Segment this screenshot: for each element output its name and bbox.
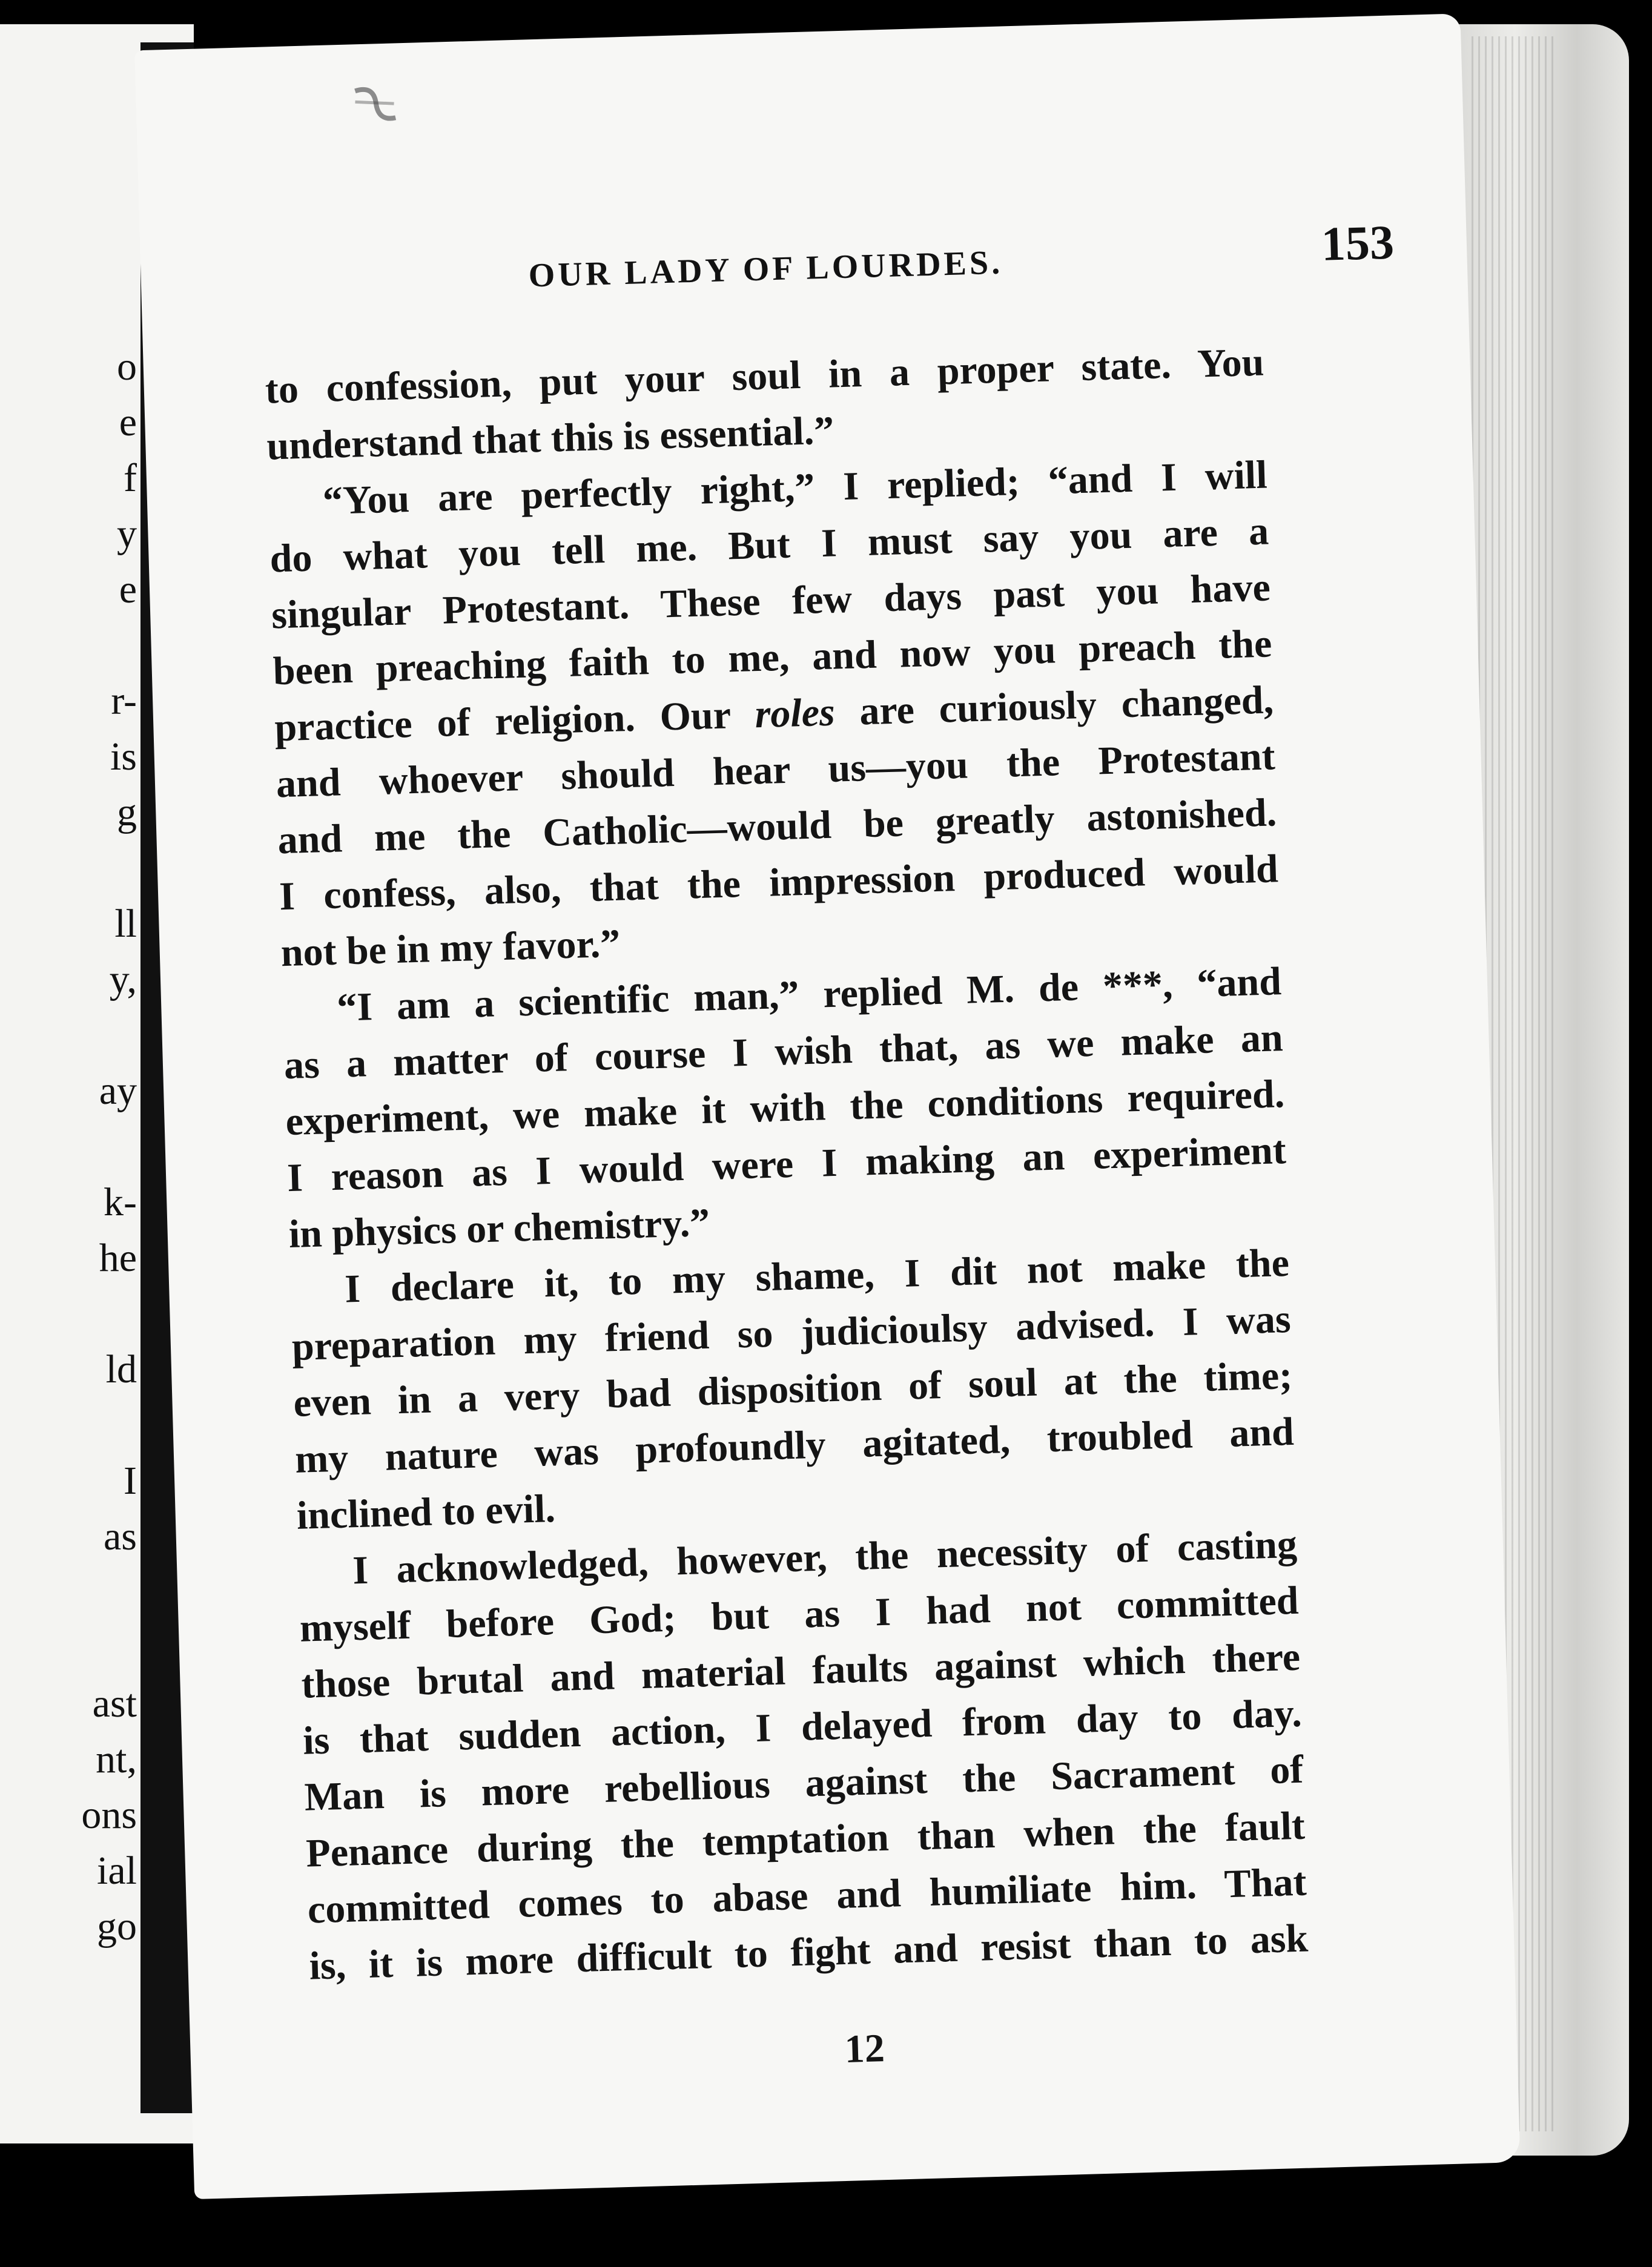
facing-page-fragment: is bbox=[110, 734, 137, 779]
text-line: as a matter of course I wish that, as we make an bbox=[283, 1015, 1284, 1088]
facing-page-fragment: k- bbox=[104, 1180, 137, 1224]
text-line: been preaching faith to me, and now you preach the bbox=[272, 621, 1273, 694]
text-line: to confession, put your soul in a proper state. You bbox=[264, 340, 1265, 412]
facing-page-fragment: nt, bbox=[96, 1737, 137, 1781]
text-line: committed comes to abase and humiliate him. That bbox=[307, 1859, 1307, 1932]
text-line: I confess, also, that the impression produced would bbox=[279, 846, 1279, 919]
facing-page-fragment: as bbox=[104, 1514, 137, 1559]
facing-page-fragment: ial bbox=[97, 1849, 137, 1893]
facing-page-text-fragments bbox=[0, 339, 140, 1955]
facing-page-fragment bbox=[0, 1119, 140, 1175]
text-line: is that sudden action, I delayed from day to day. bbox=[302, 1691, 1303, 1763]
facing-page-fragment: y bbox=[117, 512, 137, 556]
signature-mark: 12 bbox=[844, 2026, 885, 2071]
italic-word: roles bbox=[754, 690, 836, 737]
text-line: not be in my favor.” bbox=[280, 921, 621, 975]
text-line: those brutal and material faults against which there bbox=[300, 1634, 1301, 1707]
page-number: 153 bbox=[1320, 216, 1395, 271]
text-line: I declare it, to my shame, I dit not make the bbox=[344, 1240, 1290, 1312]
facing-page-fragment: ld bbox=[105, 1347, 137, 1391]
facing-page-fragment: he bbox=[99, 1236, 137, 1280]
ink-smudge-mark bbox=[343, 74, 408, 135]
body-text bbox=[265, 334, 1309, 1995]
facing-page-fragment: o bbox=[117, 345, 137, 389]
facing-page-fragment: ast bbox=[92, 1681, 137, 1726]
text-line: do what you tell me. But I must say you are a bbox=[269, 509, 1270, 581]
facing-page-fragment bbox=[0, 1397, 140, 1453]
facing-page-fragment: r- bbox=[111, 679, 137, 723]
text-line: and whoever should hear us—you the Protestant bbox=[276, 734, 1276, 807]
text-line: in physics or chemistry.” bbox=[288, 1200, 711, 1257]
text-line: singular Protestant. These few days past you have bbox=[271, 565, 1271, 638]
text-line: Man is more rebellious against the Sacrament of bbox=[303, 1747, 1304, 1820]
text-line: understand that this is essential.” bbox=[266, 408, 835, 469]
facing-page-fragment: f bbox=[124, 456, 137, 500]
facing-page-fragment: g bbox=[117, 790, 137, 834]
text-line: “I am a scientific man,” replied M. de ***, “and bbox=[336, 959, 1282, 1030]
book-page bbox=[134, 13, 1520, 2199]
text-line: even in a very bad disposition of soul at the time; bbox=[292, 1353, 1294, 1425]
facing-page-fragment: I bbox=[124, 1459, 137, 1503]
facing-page-fragment bbox=[0, 1620, 140, 1676]
text-line: preparation my friend so judicioulsy advised. I was bbox=[291, 1296, 1292, 1369]
text-line: Penance during the temptation than when the fault bbox=[305, 1803, 1306, 1876]
text-line: practice of religion. Our roles are curiously changed, bbox=[274, 678, 1274, 750]
facing-page-fragment bbox=[0, 618, 140, 673]
text-line: is, it is more difficult to fight and resist than to ask bbox=[308, 1916, 1309, 1988]
facing-page-fragment bbox=[0, 1286, 140, 1342]
text-line: I acknowledged, however, the necessity of casting bbox=[352, 1522, 1298, 1593]
text-line: “You are perfectly right,” I replied; “and I will bbox=[322, 452, 1268, 524]
text-line: I reason as I would were I making an experiment bbox=[286, 1128, 1287, 1201]
facing-page-fragment: go bbox=[97, 1904, 137, 1949]
text-line: myself before God; but as I had not committed bbox=[299, 1578, 1300, 1651]
facing-page-fragment: ll bbox=[114, 902, 137, 946]
text-line: experiment, we make it with the conditions required. bbox=[285, 1072, 1286, 1144]
facing-page-fragment: e bbox=[119, 400, 137, 444]
facing-page-fragment bbox=[0, 1565, 140, 1620]
facing-page-fragment: e bbox=[119, 567, 137, 612]
text-line: and me the Catholic—would be greatly astonished. bbox=[277, 790, 1278, 863]
text-line: my nature was profoundly agitated, troubled and bbox=[294, 1409, 1295, 1482]
facing-page-fragment: y, bbox=[109, 957, 137, 1002]
facing-page-fragment: ay bbox=[99, 1069, 137, 1113]
page-header bbox=[248, 196, 1437, 314]
facing-page-fragment bbox=[0, 840, 140, 896]
running-title: OUR LADY OF LOURDES. bbox=[527, 243, 1003, 295]
facing-page-fragment bbox=[0, 1008, 140, 1063]
text-line: inclined to evil. bbox=[296, 1486, 556, 1538]
facing-page-fragment: ons bbox=[81, 1793, 137, 1837]
